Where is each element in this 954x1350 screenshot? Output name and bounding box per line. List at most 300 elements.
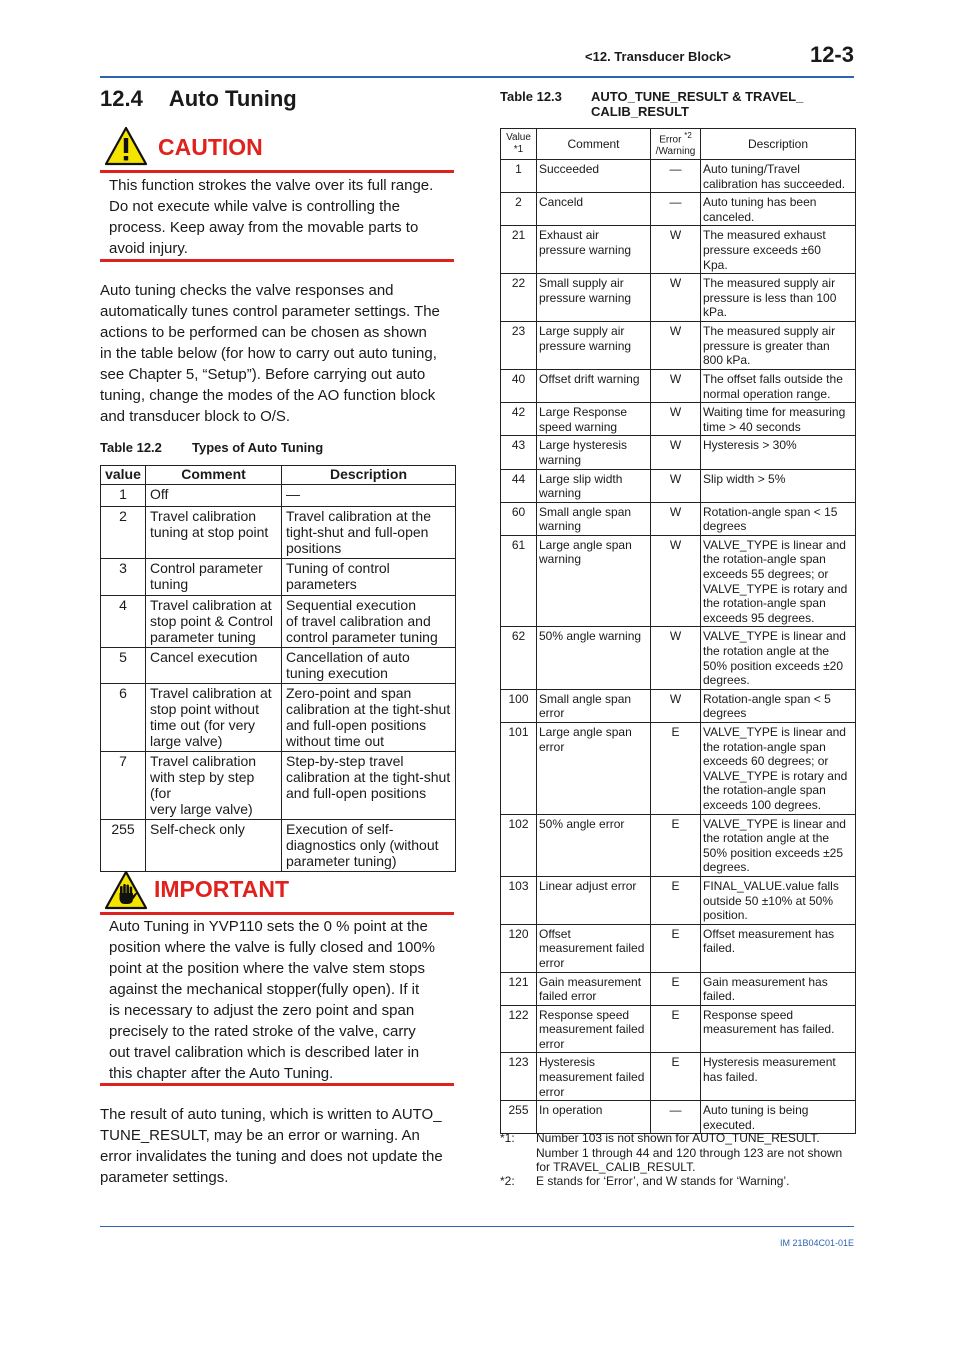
cell-line: parameter tuning (150, 629, 256, 645)
cell-line: position. (703, 908, 748, 923)
cell-line: Large hysteresis (539, 438, 628, 453)
cell-line: and full-open positions (286, 785, 427, 801)
table-row (501, 274, 856, 322)
comment-cell (537, 814, 651, 876)
comment-cell (537, 1053, 651, 1101)
comment-cell (537, 924, 651, 972)
footer-rule (100, 1226, 854, 1227)
error-warning-cell: W (651, 436, 701, 469)
description-cell (282, 648, 456, 684)
header-rule (100, 76, 854, 78)
value-cell: 2 (501, 193, 537, 226)
comment-cell (146, 820, 282, 872)
cell-line: stop point & Control (150, 613, 273, 629)
cell-line: degrees (703, 706, 747, 721)
cell-line: failed error (539, 989, 597, 1004)
caption-title-line: AUTO_TUNE_RESULT & TRAVEL_ (591, 89, 804, 104)
table-row (501, 436, 856, 469)
error-warning-cell: — (651, 160, 701, 193)
cell-line: Large supply air (539, 324, 625, 339)
cell-line: degrees. (703, 860, 750, 875)
text-line: Auto Tuning in YVP110 sets the 0 % point at the (109, 918, 428, 935)
cell-line: Offset measurement has (703, 926, 835, 941)
cell-line: warning (539, 519, 582, 534)
text-line: position where the valve is fully closed and 100% (109, 939, 436, 956)
error-warning-cell: W (651, 369, 701, 402)
text-line: point at the position where the valve stem stops (109, 960, 426, 977)
description-cell (701, 627, 856, 689)
value-cell: 7 (101, 752, 146, 820)
description-cell (701, 689, 856, 722)
result-paragraph (100, 1104, 456, 1188)
cell-line: positions (286, 540, 342, 556)
cell-line: Large slip width (539, 471, 623, 486)
error-warning-cell: E (651, 1005, 701, 1053)
cell-line: very large valve) (150, 801, 253, 817)
comment-cell (537, 369, 651, 402)
cell-line: measurement failed (539, 1022, 645, 1037)
table-row (101, 752, 456, 820)
text-line: in the table below (for how to carry out auto tuning, (100, 345, 437, 362)
cell-line: exceeds 95 degrees. (703, 610, 815, 625)
value-cell: 3 (101, 559, 146, 596)
cell-line: Succeeded (539, 162, 600, 176)
cell-line: pressure warning (539, 242, 632, 257)
cell-line: Gain measurement has (703, 974, 828, 989)
cell-line: VALVE_TYPE is linear and (703, 725, 846, 739)
cell-line: error (539, 955, 565, 970)
column-header-value: Value *1 (501, 129, 537, 160)
table-row (501, 1005, 856, 1053)
important-title: IMPORTANT (154, 876, 290, 902)
table-row (101, 507, 456, 559)
comment-cell (537, 627, 651, 689)
description-cell (282, 485, 456, 507)
cell-line: normal operation range. (703, 386, 831, 401)
comment-cell (146, 485, 282, 507)
comment-cell (537, 160, 651, 193)
cell-line: Self-check only (150, 821, 245, 837)
description-cell (701, 403, 856, 436)
description-cell (701, 924, 856, 972)
table-row (501, 535, 856, 627)
cell-line: without time out (286, 733, 385, 749)
cell-line: Auto tuning is being (703, 1103, 809, 1118)
comment-cell (537, 723, 651, 815)
cell-line: failed. (703, 941, 736, 956)
cell-line: time > 40 seconds (703, 419, 801, 434)
description-cell (701, 814, 856, 876)
cell-line: exceeds 55 degrees; or (703, 567, 829, 582)
cell-line: error (539, 1084, 565, 1099)
value-cell: 123 (501, 1053, 537, 1101)
cell-line: pressure exceeds ±60 (703, 242, 821, 257)
cell-line: Control parameter (150, 560, 263, 576)
table-row (501, 226, 856, 274)
cell-line: failed. (703, 989, 736, 1004)
table-12-2-caption (100, 440, 323, 455)
cell-line: warning (539, 552, 582, 567)
comment-cell (537, 322, 651, 370)
table-row (501, 502, 856, 535)
description-cell (701, 1101, 856, 1134)
caption-title-line: CALIB_RESULT (591, 104, 689, 119)
table-row (501, 160, 856, 193)
error-warning-cell: W (651, 226, 701, 274)
cell-line: control parameter tuning (286, 629, 438, 645)
cell-line: Rotation-angle span < 15 (703, 504, 838, 519)
cell-line: tuning execution (286, 665, 388, 681)
chapter-heading: <12. Transducer Block> (585, 49, 731, 64)
cell-line: Small angle span (539, 504, 632, 519)
cell-line: Hysteresis (539, 1055, 596, 1070)
footnote-mark: *2: (500, 1174, 515, 1188)
error-warning-cell: E (651, 876, 701, 924)
error-warning-cell: W (651, 469, 701, 502)
description-cell (282, 559, 456, 596)
cell-line: Large angle span (539, 725, 632, 739)
cell-line: speed warning (539, 419, 618, 434)
value-cell: 5 (101, 648, 146, 684)
cell-line: Cancellation of auto (286, 649, 410, 665)
value-cell: 40 (501, 369, 537, 402)
important-heading (100, 870, 454, 914)
cell-line: Linear adjust error (539, 878, 637, 893)
section-number: 12.4 (100, 86, 143, 111)
cell-line: executed. (703, 1117, 756, 1132)
text-line: Number 1 through 44 and 120 through 123 are not shown (536, 1145, 843, 1160)
comment-cell (537, 1101, 651, 1134)
cell-line: diagnostics only (without (286, 837, 439, 853)
cell-line: Tuning of control (286, 560, 390, 576)
value-cell: 103 (501, 876, 537, 924)
cell-line: Travel calibration at the (286, 508, 431, 524)
text-line: The result of auto tuning, which is written to AUTO_ (100, 1106, 442, 1123)
comment-cell (537, 972, 651, 1005)
error-warning-cell: W (651, 535, 701, 627)
description-cell (701, 1053, 856, 1101)
text-line: error invalidates the tuning and does not update the (100, 1148, 443, 1165)
text-line: Number 103 is not shown for AUTO_TUNE_RESULT. (536, 1131, 820, 1145)
column-header-description: Description (701, 129, 856, 160)
cell-line: degrees (703, 519, 747, 534)
column-header: value (101, 466, 146, 485)
text-line: avoid injury. (109, 240, 188, 257)
cell-line: Travel calibration (150, 753, 257, 769)
cell-line: degrees. (703, 673, 750, 688)
cell-line: large valve) (150, 733, 223, 749)
cell-line: the rotation-angle span (703, 783, 826, 798)
comment-cell (537, 274, 651, 322)
table-row (101, 596, 456, 648)
caution-heading (100, 126, 454, 170)
value-cell: 6 (101, 684, 146, 752)
text-line: process. Keep away from the movable parts to (109, 219, 419, 236)
cell-line: measurement has failed. (703, 1022, 835, 1037)
column-header: Description (282, 466, 456, 485)
important-bottom-rule (100, 1083, 454, 1086)
description-cell (701, 535, 856, 627)
cell-line: 50% angle error (539, 816, 625, 831)
comment-cell (537, 689, 651, 722)
text-line: parameter settings. (100, 1169, 229, 1186)
description-cell (701, 1005, 856, 1053)
table-row (501, 322, 856, 370)
document-id: IM 21B04C01-01E (779, 1238, 854, 1248)
cell-line: the rotation-angle span (703, 596, 826, 611)
comment-cell (146, 752, 282, 820)
hand-stop-warning-icon (104, 870, 148, 915)
value-cell: 102 (501, 814, 537, 876)
comment-cell (537, 502, 651, 535)
error-warning-cell: E (651, 1053, 701, 1101)
value-cell: 121 (501, 972, 537, 1005)
cell-line: 800 kPa. (703, 353, 751, 368)
description-cell (701, 226, 856, 274)
cell-line: Exhaust air (539, 228, 600, 243)
cell-line: kPa. (703, 305, 728, 320)
table-row (501, 1101, 856, 1134)
value-cell: 255 (501, 1101, 537, 1134)
cell-line: warning (539, 486, 582, 501)
section-title (100, 86, 297, 112)
error-warning-cell: W (651, 502, 701, 535)
cell-line: Step-by-step travel (286, 753, 404, 769)
value-cell: 1 (501, 160, 537, 193)
text-line: this chapter after the Auto Tuning. (109, 1065, 334, 1082)
description-cell (282, 820, 456, 872)
description-cell (282, 507, 456, 559)
error-warning-cell: — (651, 1101, 701, 1134)
caution-text (109, 175, 449, 259)
comment-cell (537, 1005, 651, 1053)
cell-line: has failed. (703, 1070, 758, 1085)
cell-line: calibration has succeeded. (703, 176, 846, 191)
value-cell: 122 (501, 1005, 537, 1053)
table-row (501, 403, 856, 436)
table-row (101, 559, 456, 596)
table-row (501, 193, 856, 226)
cell-line: 50% position exceeds ±20 (703, 658, 844, 673)
comment-cell (146, 648, 282, 684)
description-cell (701, 322, 856, 370)
table-12-3-caption (500, 89, 860, 119)
value-cell: 101 (501, 723, 537, 815)
error-warning-cell: W (651, 627, 701, 689)
cell-line: measurement failed (539, 1070, 645, 1085)
table-row (501, 689, 856, 722)
cell-line: Offset (539, 926, 571, 941)
text-line: against the mechanical stopper(fully open). If it (109, 981, 420, 998)
important-text (109, 916, 449, 1084)
cell-line: calibration at the tight-shut (286, 769, 451, 785)
table-row (501, 814, 856, 876)
table-row (501, 972, 856, 1005)
table-row (501, 924, 856, 972)
cell-line: exceeds 60 degrees; or (703, 754, 829, 769)
cell-line: Travel calibration at (150, 685, 272, 701)
cell-line: Zero-point and span (286, 685, 412, 701)
cell-line: error (539, 739, 565, 754)
value-cell: 62 (501, 627, 537, 689)
value-cell: 4 (101, 596, 146, 648)
section-title-text: Auto Tuning (168, 86, 297, 111)
description-cell (701, 193, 856, 226)
cell-line: Waiting time for measuring (703, 405, 846, 420)
caption-title: Types of Auto Tuning (192, 440, 324, 455)
cell-line: The measured supply air (703, 324, 836, 339)
value-cell: 43 (501, 436, 537, 469)
description-cell (701, 436, 856, 469)
text-line: for TRAVEL_CALIB_RESULT. (536, 1160, 696, 1175)
comment-cell (146, 559, 282, 596)
cell-line: parameter tuning) (286, 853, 397, 869)
cell-line: Kpa. (703, 257, 728, 272)
cell-line: Small supply air (539, 276, 624, 291)
value-cell: 61 (501, 535, 537, 627)
caution-top-rule (100, 170, 454, 173)
comment-cell (537, 469, 651, 502)
description-cell (282, 752, 456, 820)
cell-line: Slip width > 5% (703, 471, 786, 486)
comment-cell (146, 507, 282, 559)
cell-line: stop point without (150, 701, 259, 717)
cell-line: Cancel execution (150, 649, 258, 665)
comment-cell (146, 596, 282, 648)
cell-line: VALVE_TYPE is linear and (703, 537, 846, 552)
cell-line: FINAL_VALUE.value falls (703, 878, 839, 893)
cell-line: parameters (286, 576, 357, 592)
comment-cell (537, 226, 651, 274)
cell-line: VALVE_TYPE is rotary and (703, 581, 848, 596)
cell-line: Response speed (539, 1007, 630, 1022)
column-header: Comment (146, 466, 282, 485)
value-cell: 120 (501, 924, 537, 972)
cell-line: Gain measurement (539, 974, 642, 989)
cell-line: measurement failed (539, 941, 645, 956)
comment-cell (537, 403, 651, 436)
description-cell (701, 274, 856, 322)
text-line: automatically tunes control parameter settings. The (100, 303, 440, 320)
error-warning-cell: W (651, 403, 701, 436)
error-warning-cell: E (651, 972, 701, 1005)
error-warning-cell: E (651, 924, 701, 972)
value-cell: 255 (101, 820, 146, 872)
caution-triangle-icon (104, 126, 148, 171)
cell-line: The measured supply air (703, 276, 836, 291)
cell-line: Travel calibration at (150, 597, 272, 613)
cell-line: error (539, 706, 565, 721)
table-row (501, 469, 856, 502)
table-row (501, 627, 856, 689)
cell-line: Offset drift warning (539, 371, 640, 386)
cell-line: Off (150, 486, 169, 502)
value-cell: 2 (101, 507, 146, 559)
error-warning-cell: W (651, 322, 701, 370)
value-cell: 1 (101, 485, 146, 507)
table-row (501, 369, 856, 402)
description-cell (701, 723, 856, 815)
cell-line: Small angle span (539, 691, 632, 706)
text-line: actions to be performed can be chosen as shown (100, 324, 427, 341)
value-cell: 100 (501, 689, 537, 722)
text-line: E stands for ‘Error’, and W stands for ‘Warning’. (536, 1174, 790, 1188)
description-cell (701, 972, 856, 1005)
cell-line: Response speed (703, 1007, 794, 1022)
footnote-mark: *1: (500, 1131, 515, 1145)
cell-line: The measured exhaust (703, 228, 826, 243)
cell-line: exceeds 100 degrees. (703, 797, 822, 812)
comment-cell (537, 876, 651, 924)
caution-bottom-rule (100, 259, 454, 262)
cell-line: Execution of self- (286, 821, 394, 837)
error-warning-cell: W (651, 274, 701, 322)
cell-line: Hysteresis > 30% (703, 438, 797, 453)
cell-line: tuning (150, 576, 189, 592)
description-cell (701, 876, 856, 924)
column-header-error-warning: Error $^{*2}$ /Warning (651, 129, 701, 160)
table-row (101, 485, 456, 507)
cell-line: error (539, 1036, 565, 1051)
value-cell: 60 (501, 502, 537, 535)
cell-line: and full-open positions (286, 717, 427, 733)
cell-line: time out (for very (150, 717, 256, 733)
comment-cell (146, 684, 282, 752)
page-number: 12-3 (809, 42, 854, 67)
comment-cell (537, 535, 651, 627)
cell-line: pressure warning (539, 290, 632, 305)
caution-title: CAUTION (158, 134, 263, 160)
cell-line: tight-shut and full-open (286, 524, 429, 540)
text-line: is necessary to adjust the zero point and span (109, 1002, 415, 1019)
table-header-row (501, 129, 856, 160)
text-line: tuning, change the modes of the AO function block (100, 387, 436, 404)
table-row (501, 876, 856, 924)
column-header-comment: Comment (537, 129, 651, 160)
cell-line: Large angle span (539, 537, 632, 552)
cell-line: the rotation angle at the (703, 831, 830, 846)
caption-id: Table 12.3 (500, 89, 562, 104)
comment-cell (537, 436, 651, 469)
table-row (101, 648, 456, 684)
description-cell (282, 596, 456, 648)
cell-line: calibration at the tight-shut (286, 701, 451, 717)
value-cell: 44 (501, 469, 537, 502)
error-warning-cell: W (651, 689, 701, 722)
value-cell: 23 (501, 322, 537, 370)
cell-line: The offset falls outside the (703, 371, 843, 386)
cell-line: pressure is greater than (703, 338, 830, 353)
cell-line: — (286, 486, 300, 502)
cell-line: of travel calibration and (286, 613, 431, 629)
value-cell: 42 (501, 403, 537, 436)
auto-tune-result-table (500, 128, 856, 1134)
footnote-2 (500, 1174, 860, 1189)
important-top-rule (100, 912, 454, 915)
text-line: Auto tuning checks the valve responses and (100, 282, 394, 299)
cell-line: VALVE_TYPE is linear and (703, 816, 846, 831)
description-cell (701, 502, 856, 535)
cell-line: 50% position exceeds ±25 (703, 845, 844, 860)
value-cell: 21 (501, 226, 537, 274)
text-line: TUNE_RESULT, may be an error or warning. An (100, 1127, 420, 1144)
table-row (501, 723, 856, 815)
description-cell (282, 684, 456, 752)
footnote-1 (500, 1131, 860, 1175)
cell-line: outside 50 ±10% at 50% (703, 893, 834, 908)
comment-cell (537, 193, 651, 226)
cell-line: VALVE_TYPE is linear and (703, 629, 846, 644)
